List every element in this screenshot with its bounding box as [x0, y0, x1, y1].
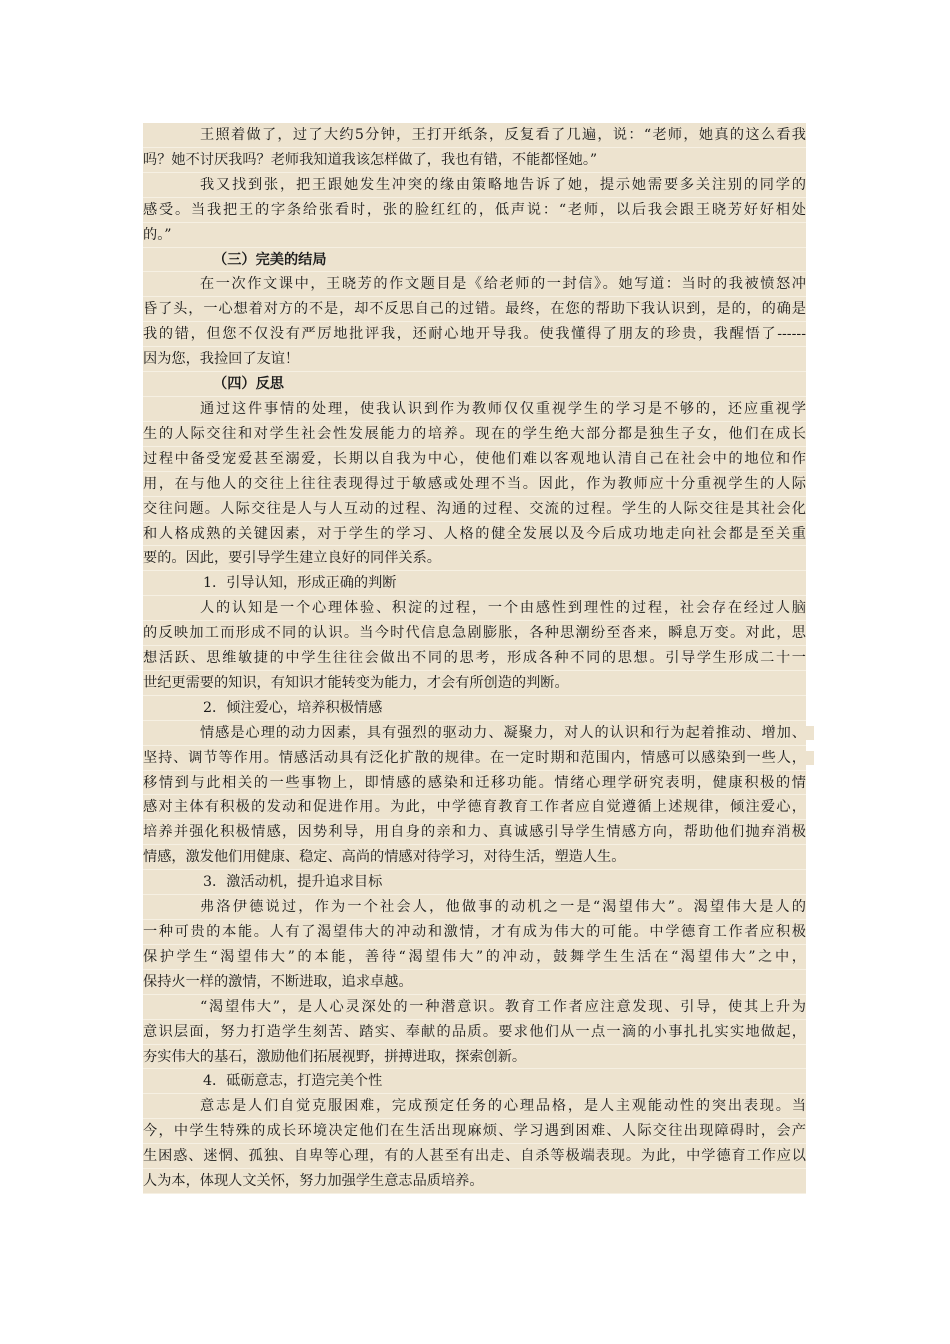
paragraph-line: 生困惑、迷惘、孤独、自卑等心理，有的人甚至有出走、自杀等极端表现。为此，中学德育工作应以 — [143, 1144, 806, 1169]
paragraph-line: 我又找到张，把王跟她发生冲突的缘由策略地告诉了她，提示她需要多关注别的同学的 — [143, 173, 806, 198]
paragraph-line: 保护学生“渴望伟大”的本能，善待“渴望伟大”的冲动，鼓舞学生生活在“渴望伟大”之中， — [143, 945, 806, 970]
paragraph-line: 世纪更需要的知识，有知识才能转变为能力，才会有所创造的判断。 — [143, 671, 806, 696]
paragraph-line: 因为您，我捡回了友谊！ — [143, 347, 806, 372]
paragraph-line: 通过这件事情的处理，使我认识到作为教师仅仅重视学生的学习是不够的，还应重视学 — [143, 397, 806, 422]
paragraph-line: 想活跃、思维敏捷的中学生往往会做出不同的思考，形成各种不同的思想。引导学生形成二十一 — [143, 646, 806, 671]
paragraph-line: 情感是心理的动力因素，具有强烈的驱动力、凝聚力，对人的认识和行为起着推动、增加、 — [143, 721, 806, 746]
paragraph-line: 的反映加工而形成不同的认识。当今时代信息急剧膨胀，各种思潮纷至沓来，瞬息万变。对此，思 — [143, 621, 806, 646]
paragraph-line: 一种可贵的本能。人有了渴望伟大的冲动和激情，才有成为伟大的可能。中学德育工作者应积极 — [143, 920, 806, 945]
paragraph-line: 意志是人们自觉克服困难，完成预定任务的心理品格，是人主观能动性的突出表现。当 — [143, 1094, 806, 1119]
paragraph-line: 我的错，但您不仅没有严厉地批评我，还耐心地开导我。使我懂得了朋友的珍贵，我醒悟了------ — [143, 322, 806, 347]
paragraph-line: 吗？她不讨厌我吗？老师我知道我该怎样做了，我也有错，不能都怪她。” — [143, 148, 806, 173]
paragraph-line: 意识层面，努力打造学生刻苦、踏实、奉献的品质。要求他们从一点一滴的小事扎扎实实地做起， — [143, 1020, 806, 1045]
subsection-heading: 1．引导认知，形成正确的判断 — [143, 571, 806, 596]
subsection-heading: 2．倾注爱心，培养积极情感 — [143, 696, 806, 721]
section-heading: （三）完美的结局 — [143, 248, 806, 273]
paragraph-line: 今，中学生特殊的成长环境决定他们在生活出现麻烦、学习遇到困难、人际交往出现障碍时，会产 — [143, 1119, 806, 1144]
subsection-heading: 4．砥砺意志，打造完美个性 — [143, 1069, 806, 1094]
paragraph-line: 感受。当我把王的字条给张看时，张的脸红红的，低声说：“老师，以后我会跟王晓芳好好相处 — [143, 198, 806, 223]
paragraph-line: 坚持、调节等作用。情感活动具有泛化扩散的规律。在一定时期和范围内，情感可以感染到一些人， — [143, 746, 806, 771]
paragraph-line: 用，在与他人的交往上往往表现得过于敏感或处理不当。因此，作为教师应十分重视学生的人际 — [143, 472, 806, 497]
paragraph-line: 人的认知是一个心理体验、积淀的过程，一个由感性到理性的过程，社会存在经过人脑 — [143, 596, 806, 621]
paragraph-line: 感对主体有积极的发动和促进作用。为此，中学德育教育工作者应自觉遵循上述规律，倾注爱心， — [143, 795, 806, 820]
margin-mark — [806, 751, 814, 765]
paragraph-line: 和人格成熟的关键因素，对于学生的学习、人格的健全发展以及今后成功地走向社会都是至关重 — [143, 522, 806, 547]
paragraph-line: 的。” — [143, 223, 806, 248]
paragraph-line: 人为本，体现人文关怀，努力加强学生意志品质培养。 — [143, 1169, 806, 1194]
paragraph-line: 要的。因此，要引导学生建立良好的同伴关系。 — [143, 546, 806, 571]
margin-mark — [806, 726, 814, 740]
paragraph-line: 交往问题。人际交往是人与人互动的过程、沟通的过程、交流的过程。学生的人际交往是其社会化 — [143, 497, 806, 522]
paragraph-line: 弗洛伊德说过，作为一个社会人，他做事的动机之一是“渴望伟大”。渴望伟大是人的 — [143, 895, 806, 920]
paragraph-line: 生的人际交往和对学生社会性发展能力的培养。现在的学生绝大部分都是独生子女，他们在成长 — [143, 422, 806, 447]
subsection-heading: 3．激活动机，提升追求目标 — [143, 870, 806, 895]
section-heading: （四）反思 — [143, 372, 806, 397]
paragraph-line: 移情到与此相关的一些事物上，即情感的感染和迁移功能。情绪心理学研究表明，健康积极的情 — [143, 771, 806, 796]
paragraph-line: 夯实伟大的基石，激励他们拓展视野，拼搏进取，探索创新。 — [143, 1045, 806, 1070]
paragraph-line: 培养并强化积极情感，因势利导，用自身的亲和力、真诚感引导学生情感方向，帮助他们抛弃消极 — [143, 820, 806, 845]
paragraph-line: 保持火一样的激情，不断进取，追求卓越。 — [143, 970, 806, 995]
document-text-block — [143, 123, 806, 1194]
paragraph-line: 在一次作文课中，王晓芳的作文题目是《给老师的一封信》。她写道：当时的我被愤怒冲 — [143, 272, 806, 297]
paragraph-line: 情感，激发他们用健康、稳定、高尚的情感对待学习，对待生活，塑造人生。 — [143, 845, 806, 870]
paragraph-line: 过程中备受宠爱甚至溺爱，长期以自我为中心，使他们难以客观地认清自己在社会中的地位和作 — [143, 447, 806, 472]
paragraph-line: 昏了头，一心想着对方的不是，却不反思自己的过错。最终，在您的帮助下我认识到，是的，的确是 — [143, 297, 806, 322]
paragraph-line: “渴望伟大”，是人心灵深处的一种潜意识。教育工作者应注意发现、引导，使其上升为 — [143, 995, 806, 1020]
paragraph-line: 王照着做了，过了大约5分钟，王打开纸条，反复看了几遍，说：“老师，她真的这么看我 — [143, 123, 806, 148]
